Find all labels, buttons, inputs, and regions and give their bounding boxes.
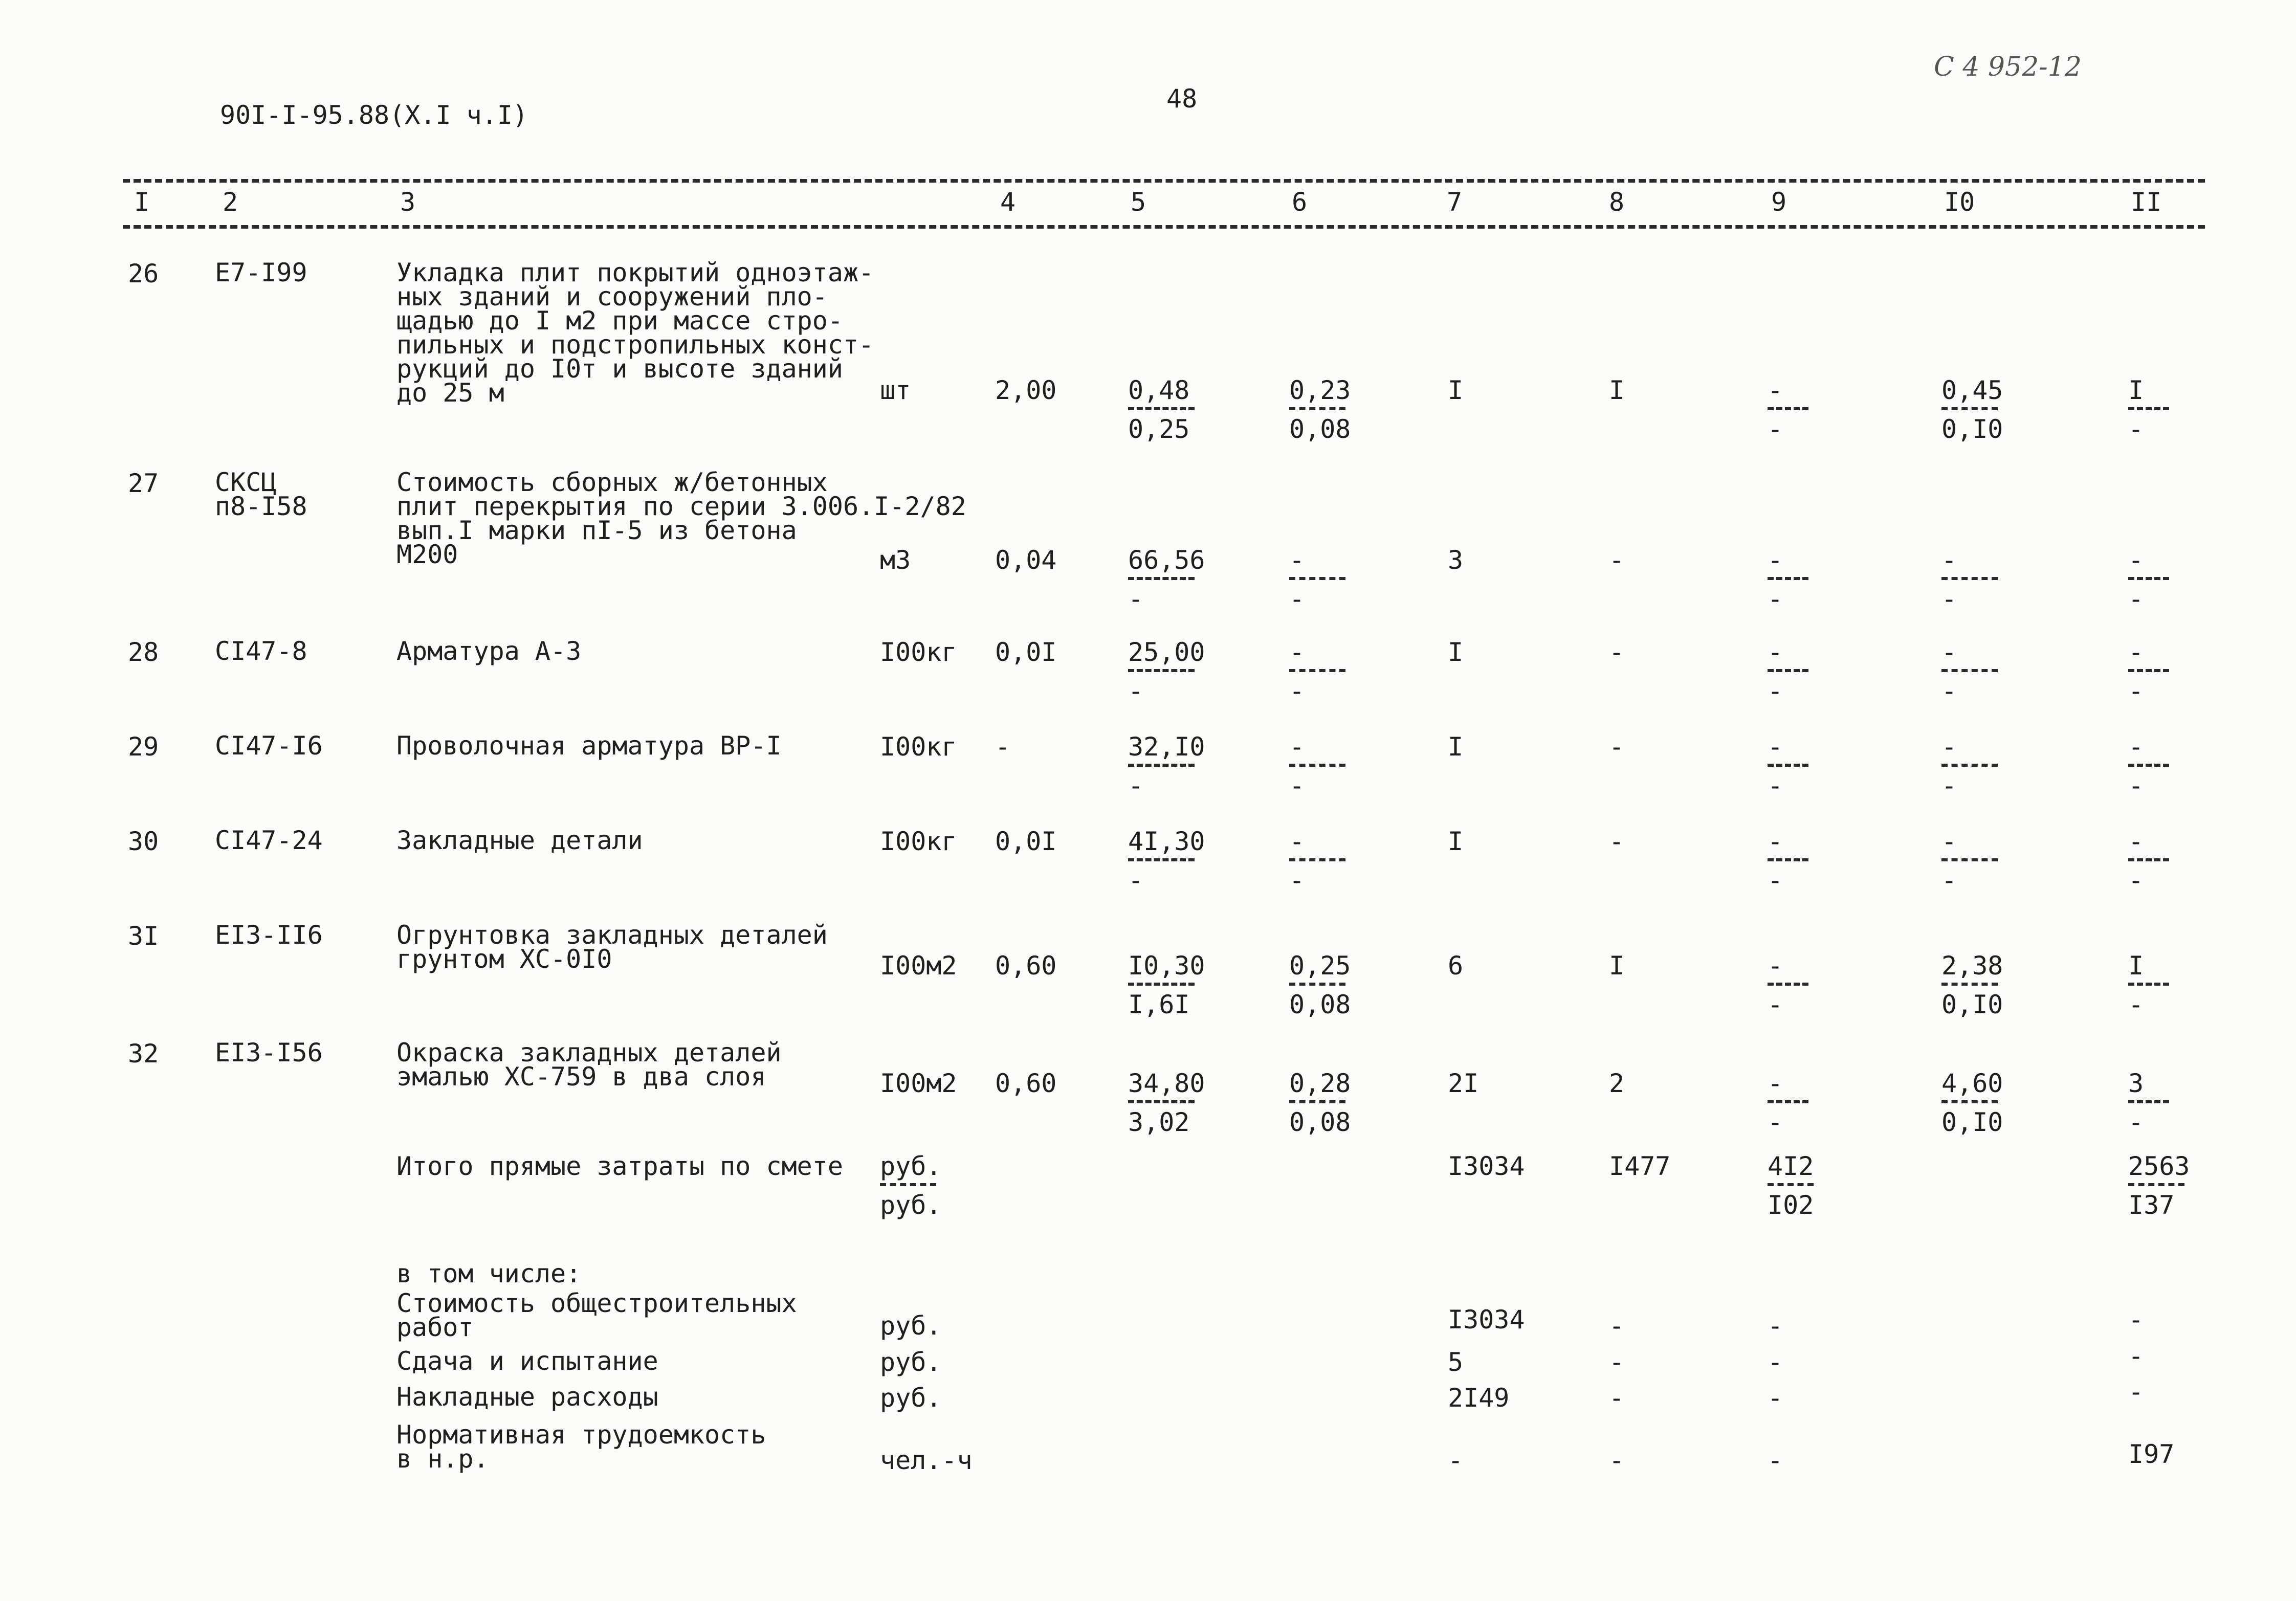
- col7-value: I: [1448, 637, 1464, 667]
- col8-value: I: [1609, 951, 1625, 981]
- col5-value-denominator: I,6I: [1128, 990, 1190, 1019]
- row-number: 28: [128, 637, 159, 667]
- col11-value-numerator: -: [2128, 732, 2144, 762]
- unit-of-measure: I00кг: [880, 827, 957, 856]
- row-number: 32: [128, 1039, 159, 1069]
- document-code: 90I-I-95.88(X.I ч.I): [220, 100, 528, 130]
- col9-value-numerator: -: [1768, 951, 1783, 981]
- col5-value: [1128, 953, 1230, 1025]
- col10-value-fraction-bar: [1941, 983, 1998, 986]
- col5-value-fraction-bar: [1128, 764, 1195, 767]
- summary-item-col9: -: [1768, 1446, 1783, 1475]
- col9-value: [1768, 639, 1870, 711]
- col11-value-fraction-bar: [2128, 407, 2169, 410]
- col10-value: [1941, 734, 2044, 806]
- col6-value-numerator: -: [1289, 545, 1305, 575]
- col5-value-fraction-bar: [1128, 983, 1195, 986]
- quantity: 0,60: [995, 951, 1057, 981]
- col5-value-denominator: -: [1128, 676, 1144, 706]
- quantity: 0,04: [995, 545, 1057, 575]
- summary-item-col9: -: [1768, 1311, 1783, 1341]
- col10-value: [1941, 639, 2044, 711]
- col5-value-denominator: 0,25: [1128, 414, 1190, 444]
- col10-value-fraction-bar: [1941, 1100, 1998, 1103]
- row-number: 29: [128, 732, 159, 762]
- col6-value-denominator: 0,08: [1289, 990, 1351, 1019]
- col11-value: [2128, 639, 2231, 711]
- col10-value-denominator: -: [1941, 584, 1957, 614]
- col9-value: [1768, 547, 1870, 619]
- col9-value-fraction-bar: [1768, 669, 1808, 672]
- unit-of-measure: I00м2: [880, 951, 957, 981]
- col11-value: [2128, 829, 2231, 900]
- total-unit-fraction-bar: [880, 1183, 936, 1186]
- summary-item-col11: -: [2128, 1341, 2144, 1371]
- col6-value-numerator: -: [1289, 637, 1305, 667]
- column-header-11: II: [2131, 187, 2162, 217]
- summary-item-unit: руб.: [880, 1383, 942, 1413]
- summary-item-col11: -: [2128, 1305, 2144, 1335]
- col5-value: [1128, 639, 1230, 711]
- col5-value-denominator: -: [1128, 584, 1144, 614]
- col6-value: [1289, 547, 1392, 619]
- col5-value-fraction-bar: [1128, 858, 1195, 861]
- col10-value: [1941, 547, 2044, 619]
- col9-value-numerator: -: [1768, 375, 1783, 405]
- col5-value: [1128, 377, 1230, 449]
- col6-value-fraction-bar: [1289, 764, 1345, 767]
- col9-value-fraction-bar: [1768, 1100, 1808, 1103]
- item-code: Е7-I99: [215, 258, 307, 287]
- col6-value-denominator: -: [1289, 584, 1305, 614]
- col5-value-numerator: 25,00: [1128, 637, 1205, 667]
- item-description: Арматура А-3: [396, 636, 582, 666]
- col10-value-fraction-bar: [1941, 669, 1998, 672]
- col11-value-numerator: -: [2128, 545, 2144, 575]
- item-description: Огрунтовка закладных деталей грунтом ХС-0I0: [396, 920, 828, 974]
- summary-item-label: Накладные расходы: [396, 1382, 658, 1412]
- including-label: в том числе:: [396, 1259, 582, 1288]
- total-col9-fraction-bar: [1768, 1183, 1814, 1186]
- quantity: 0,0I: [995, 827, 1057, 856]
- col9-value: [1768, 1071, 1870, 1142]
- total-col7: I3034: [1448, 1151, 1525, 1181]
- col11-value: [2128, 1071, 2231, 1142]
- page-number: 48: [1166, 84, 1198, 114]
- col9-value-denominator: -: [1768, 1107, 1783, 1137]
- col10-value-fraction-bar: [1941, 764, 1998, 767]
- col7-value: I: [1448, 827, 1464, 856]
- header-top-rule: [123, 179, 2205, 183]
- total-col11-denominator: I37: [2128, 1190, 2175, 1220]
- col9-value-denominator: -: [1768, 414, 1783, 444]
- col9-value-numerator: -: [1768, 732, 1783, 762]
- col5-value-numerator: 4I,30: [1128, 827, 1205, 856]
- col6-value: [1289, 953, 1392, 1025]
- col10-value-numerator: 0,45: [1941, 375, 2003, 405]
- col5-value: [1128, 547, 1230, 619]
- col9-value-denominator: -: [1768, 865, 1783, 895]
- col11-value-fraction-bar: [2128, 983, 2169, 986]
- unit-of-measure: I00кг: [880, 732, 957, 762]
- col8-value: 2: [1609, 1069, 1625, 1098]
- col5-value: [1128, 1071, 1230, 1142]
- unit-of-measure: шт: [880, 375, 911, 405]
- quantity: 0,60: [995, 1069, 1057, 1098]
- col6-value-numerator: 0,23: [1289, 375, 1351, 405]
- col6-value-denominator: 0,08: [1289, 1107, 1351, 1137]
- total-unit: [880, 1153, 982, 1225]
- total-col8: I477: [1609, 1151, 1671, 1181]
- col8-value: -: [1609, 732, 1625, 762]
- col10-value-numerator: 4,60: [1941, 1069, 2003, 1098]
- col11-value-numerator: I: [2128, 951, 2144, 981]
- col6-value-numerator: 0,25: [1289, 951, 1351, 981]
- col8-value: -: [1609, 827, 1625, 856]
- total-col9-denominator: I02: [1768, 1190, 1814, 1220]
- column-header-3: 3: [400, 187, 416, 217]
- col5-value-fraction-bar: [1128, 669, 1195, 672]
- summary-item-col11: I97: [2128, 1439, 2175, 1469]
- col8-value: I: [1609, 375, 1625, 405]
- col10-value-denominator: -: [1941, 771, 1957, 800]
- col5-value-numerator: I0,30: [1128, 951, 1205, 981]
- item-code: ЕI3-II6: [215, 920, 323, 950]
- col6-value-fraction-bar: [1289, 407, 1345, 410]
- total-unit-denominator: руб.: [880, 1190, 942, 1220]
- col5-value-denominator: 3,02: [1128, 1107, 1190, 1137]
- unit-of-measure: I00м2: [880, 1069, 957, 1098]
- total-col11: [2128, 1153, 2231, 1225]
- item-code: СКСЦ п8-I58: [215, 468, 307, 521]
- col9-value-fraction-bar: [1768, 764, 1808, 767]
- quantity: 0,0I: [995, 637, 1057, 667]
- col9-value-numerator: -: [1768, 637, 1783, 667]
- col8-value: -: [1609, 637, 1625, 667]
- total-unit-numerator: руб.: [880, 1151, 942, 1181]
- total-label: Итого прямые затраты по смете: [396, 1151, 843, 1181]
- col6-value-fraction-bar: [1289, 577, 1345, 580]
- col9-value: [1768, 377, 1870, 449]
- col10-value-denominator: 0,I0: [1941, 1107, 2003, 1137]
- col9-value-denominator: -: [1768, 584, 1783, 614]
- summary-item-label: Сдача и испытание: [396, 1346, 658, 1376]
- col10-value: [1941, 377, 2044, 449]
- col10-value-denominator: -: [1941, 676, 1957, 706]
- col9-value-numerator: -: [1768, 545, 1783, 575]
- col6-value-fraction-bar: [1289, 983, 1345, 986]
- col6-value-numerator: 0,28: [1289, 1069, 1351, 1098]
- col6-value-denominator: 0,08: [1289, 414, 1351, 444]
- total-col9: [1768, 1153, 1870, 1225]
- col11-value-denominator: -: [2128, 676, 2144, 706]
- column-header-5: 5: [1131, 187, 1146, 217]
- col11-value-denominator: -: [2128, 990, 2144, 1019]
- col6-value: [1289, 734, 1392, 806]
- summary-item-col7: 5: [1448, 1347, 1464, 1377]
- quantity: -: [995, 732, 1011, 762]
- col5-value-numerator: 66,56: [1128, 545, 1205, 575]
- column-header-1: I: [134, 187, 150, 217]
- unit-of-measure: м3: [880, 545, 911, 575]
- summary-item-col8: -: [1609, 1383, 1625, 1413]
- summary-item-col8: -: [1609, 1446, 1625, 1475]
- item-description: Закладные детали: [396, 826, 643, 855]
- col5-value-denominator: -: [1128, 865, 1144, 895]
- col11-value: [2128, 377, 2231, 449]
- col9-value-fraction-bar: [1768, 858, 1808, 861]
- col11-value-numerator: -: [2128, 827, 2144, 856]
- col5-value-numerator: 32,I0: [1128, 732, 1205, 762]
- summary-item-col8: -: [1609, 1311, 1625, 1341]
- total-col9-numerator: 4I2: [1768, 1151, 1814, 1181]
- col11-value-numerator: I: [2128, 375, 2144, 405]
- col9-value-numerator: -: [1768, 827, 1783, 856]
- item-description: Окраска закладных деталей эмалью ХС-759 в два слоя: [396, 1038, 782, 1092]
- col6-value: [1289, 829, 1392, 900]
- row-number: 3I: [128, 921, 159, 951]
- unit-of-measure: I00кг: [880, 637, 957, 667]
- col11-value-fraction-bar: [2128, 577, 2169, 580]
- column-header-2: 2: [223, 187, 238, 217]
- quantity: 2,00: [995, 375, 1057, 405]
- col6-value-numerator: -: [1289, 827, 1305, 856]
- col10-value-numerator: -: [1941, 545, 1957, 575]
- col10-value-fraction-bar: [1941, 858, 1998, 861]
- col11-value-fraction-bar: [2128, 764, 2169, 767]
- col11-value-denominator: -: [2128, 865, 2144, 895]
- summary-item-col7: -: [1448, 1446, 1464, 1475]
- summary-item-label: Нормативная трудоемкость в н.р.: [396, 1420, 766, 1474]
- col9-value: [1768, 829, 1870, 900]
- row-number: 30: [128, 827, 159, 856]
- column-header-7: 7: [1447, 187, 1463, 217]
- col11-value-denominator: -: [2128, 584, 2144, 614]
- col10-value-numerator: -: [1941, 732, 1957, 762]
- col10-value-denominator: 0,I0: [1941, 990, 2003, 1019]
- col6-value-fraction-bar: [1289, 858, 1345, 861]
- col10-value-denominator: 0,I0: [1941, 414, 2003, 444]
- col11-value-numerator: -: [2128, 637, 2144, 667]
- col11-value-denominator: -: [2128, 414, 2144, 444]
- col5-value: [1128, 829, 1230, 900]
- item-description: Укладка плит покрытий одноэтаж- ных зданий и сооружений пло- щадью до I м2 при массе стро- пильных и подстропильных конст- рукций до I0т и высоте зданий до 25 м: [396, 258, 874, 408]
- column-header-4: 4: [1000, 187, 1016, 217]
- col6-value-denominator: -: [1289, 771, 1305, 800]
- col5-value-fraction-bar: [1128, 577, 1195, 580]
- col6-value: [1289, 639, 1392, 711]
- col10-value: [1941, 1071, 2044, 1142]
- summary-item-unit: руб.: [880, 1311, 942, 1341]
- col5-value-fraction-bar: [1128, 407, 1195, 410]
- col8-value: -: [1609, 545, 1625, 575]
- col10-value-numerator: -: [1941, 637, 1957, 667]
- col9-value-fraction-bar: [1768, 577, 1808, 580]
- column-header-8: 8: [1609, 187, 1625, 217]
- header-bottom-rule: [123, 225, 2205, 229]
- total-col11-fraction-bar: [2128, 1183, 2184, 1186]
- col11-value: [2128, 547, 2231, 619]
- col5-value-numerator: 34,80: [1128, 1069, 1205, 1098]
- col9-value-fraction-bar: [1768, 407, 1808, 410]
- summary-item-col8: -: [1609, 1347, 1625, 1377]
- column-header-6: 6: [1292, 187, 1308, 217]
- col7-value: 2I: [1448, 1069, 1479, 1098]
- col9-value-denominator: -: [1768, 676, 1783, 706]
- col11-value-fraction-bar: [2128, 669, 2169, 672]
- col6-value: [1289, 377, 1392, 449]
- col7-value: 6: [1448, 951, 1464, 981]
- col9-value: [1768, 734, 1870, 806]
- col10-value-denominator: -: [1941, 865, 1957, 895]
- column-header-9: 9: [1771, 187, 1787, 217]
- col9-value-numerator: -: [1768, 1069, 1783, 1098]
- col7-value: I: [1448, 732, 1464, 762]
- col5-value-numerator: 0,48: [1128, 375, 1190, 405]
- col6-value-denominator: -: [1289, 865, 1305, 895]
- col11-value: [2128, 734, 2231, 806]
- item-code: ЕI3-I56: [215, 1038, 323, 1068]
- summary-item-unit: руб.: [880, 1347, 942, 1377]
- column-header-10: I0: [1944, 187, 1975, 217]
- col10-value-fraction-bar: [1941, 407, 1998, 410]
- col9-value-denominator: -: [1768, 990, 1783, 1019]
- handwritten-stamp: С 4 952-12: [1934, 52, 2082, 82]
- summary-item-label: Стоимость общестроительных работ: [396, 1288, 797, 1342]
- row-number: 27: [128, 469, 159, 498]
- summary-item-col7: I3034: [1448, 1305, 1525, 1335]
- item-code: СI47-I6: [215, 731, 323, 761]
- summary-item-col9: -: [1768, 1383, 1783, 1413]
- col11-value-denominator: -: [2128, 1107, 2144, 1137]
- col10-value-fraction-bar: [1941, 577, 1998, 580]
- col9-value-denominator: -: [1768, 771, 1783, 800]
- col6-value: [1289, 1071, 1392, 1142]
- col11-value-numerator: 3: [2128, 1069, 2144, 1098]
- col6-value-fraction-bar: [1289, 1100, 1345, 1103]
- col11-value: [2128, 953, 2231, 1025]
- summary-item-col9: -: [1768, 1347, 1783, 1377]
- summary-item-col7: 2I49: [1448, 1383, 1510, 1413]
- summary-item-unit: чел.-ч: [880, 1446, 973, 1475]
- col11-value-denominator: -: [2128, 771, 2144, 800]
- col5-value: [1128, 734, 1230, 806]
- col10-value-numerator: -: [1941, 827, 1957, 856]
- col9-value-fraction-bar: [1768, 983, 1808, 986]
- item-description: Стоимость сборных ж/бетонных плит перекрытия по серии 3.006.I-2/82 вып.I марки пI-5 из бетона М200: [396, 468, 966, 569]
- col10-value-numerator: 2,38: [1941, 951, 2003, 981]
- col9-value: [1768, 953, 1870, 1025]
- total-col11-numerator: 2563: [2128, 1151, 2190, 1181]
- item-code: СI47-8: [215, 636, 307, 666]
- col6-value-numerator: -: [1289, 732, 1305, 762]
- summary-item-col11: -: [2128, 1377, 2144, 1407]
- item-description: Проволочная арматура ВР-I: [396, 731, 782, 761]
- col10-value: [1941, 953, 2044, 1025]
- col5-value-fraction-bar: [1128, 1100, 1195, 1103]
- row-number: 26: [128, 259, 159, 288]
- col7-value: 3: [1448, 545, 1464, 575]
- col10-value: [1941, 829, 2044, 900]
- col6-value-fraction-bar: [1289, 669, 1345, 672]
- col11-value-fraction-bar: [2128, 1100, 2169, 1103]
- col6-value-denominator: -: [1289, 676, 1305, 706]
- col5-value-denominator: -: [1128, 771, 1144, 800]
- col7-value: I: [1448, 375, 1464, 405]
- col11-value-fraction-bar: [2128, 858, 2169, 861]
- item-code: СI47-24: [215, 826, 323, 855]
